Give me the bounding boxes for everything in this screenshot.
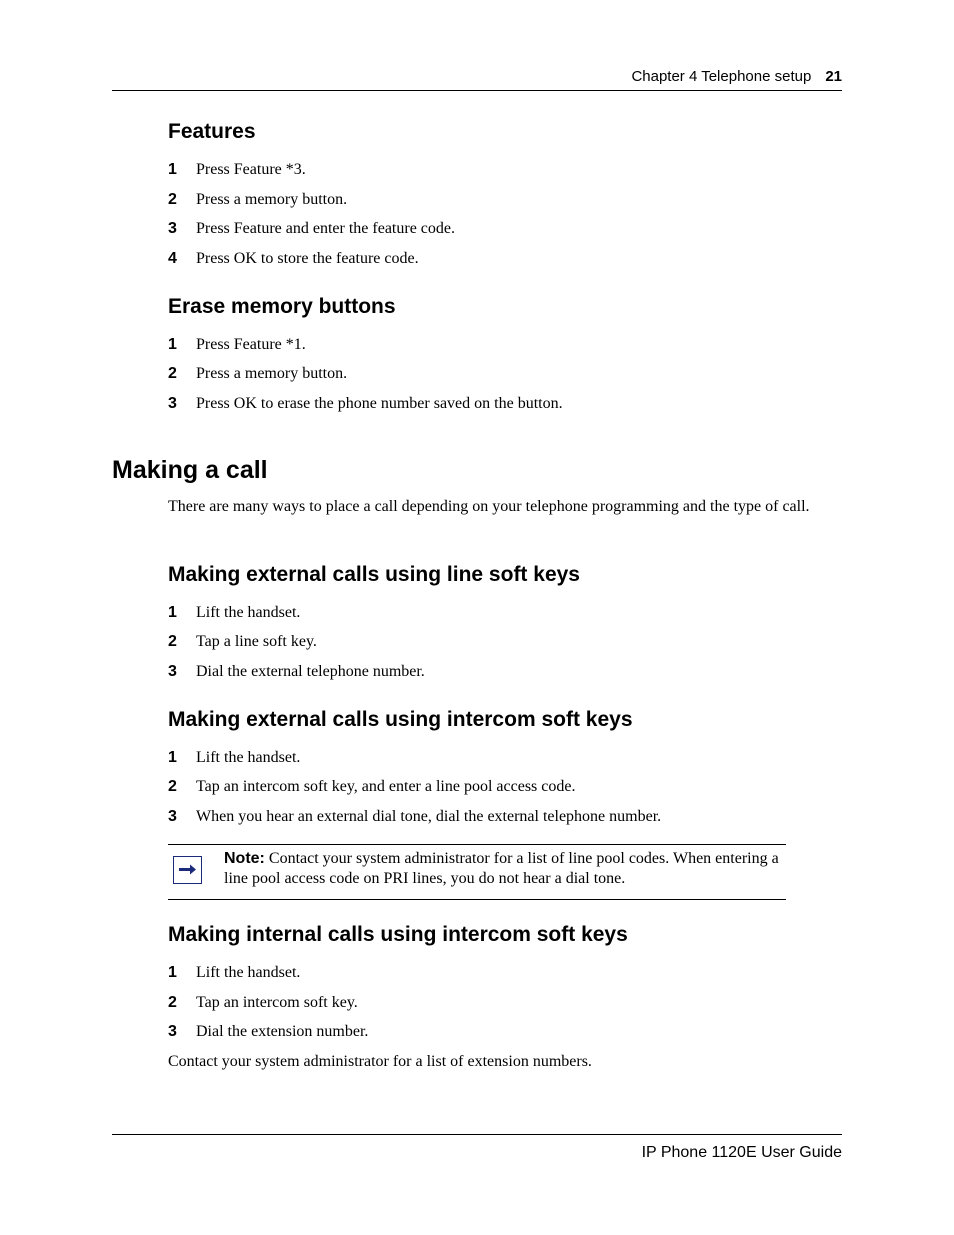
step-text: Tap an intercom soft key, and enter a line pool access code.	[196, 778, 576, 795]
step-number: 4	[168, 250, 177, 267]
note-bottom-rule	[168, 899, 786, 900]
chapter-section-title: Making a call	[112, 456, 268, 484]
chapter-title: Chapter 4 Telephone setup	[631, 68, 812, 85]
step-text: Lift the handset.	[196, 964, 301, 981]
step-text: Tap a line soft key.	[196, 633, 317, 650]
step-number: 3	[168, 808, 177, 825]
section-title-external-line: Making external calls using line soft keys	[168, 563, 580, 586]
step-text: Dial the external telephone number.	[196, 663, 425, 680]
step-number: 2	[168, 365, 177, 382]
note-top-rule	[168, 844, 786, 845]
step-text: Press Feature *3.	[196, 161, 306, 178]
section-title-external-intercom: Making external calls using intercom soft keys	[168, 708, 633, 731]
section-title-erase: Erase memory buttons	[168, 295, 396, 318]
footer-guide-title: IP Phone 1120E User Guide	[641, 1144, 842, 1161]
closing-paragraph: Contact your system administrator for a list of extension numbers.	[168, 1053, 592, 1070]
step-number: 3	[168, 1023, 177, 1040]
step-text: Press a memory button.	[196, 365, 348, 382]
footer-rule	[112, 1134, 842, 1135]
intro-paragraph: There are many ways to place a call depending on your telephone programming and the type of call.	[168, 498, 810, 515]
page-number: 21	[825, 68, 842, 85]
step-number: 3	[168, 663, 177, 680]
note-label: Note:	[224, 850, 265, 867]
step-text: Dial the extension number.	[196, 1023, 369, 1040]
step-number: 2	[168, 994, 177, 1011]
step-number: 1	[168, 964, 177, 981]
note-text	[224, 849, 784, 889]
step-text: Press OK to store the feature code.	[196, 250, 419, 267]
header-rule	[112, 90, 842, 91]
page-header	[631, 68, 842, 85]
step-number: 1	[168, 604, 177, 621]
step-text: When you hear an external dial tone, dial the external telephone number.	[196, 808, 662, 825]
step-number: 2	[168, 633, 177, 650]
step-text: Lift the handset.	[196, 604, 301, 621]
step-text: Press OK to erase the phone number saved on the button.	[196, 395, 563, 412]
step-number: 2	[168, 191, 177, 208]
step-number: 2	[168, 778, 177, 795]
section-title-internal-intercom: Making internal calls using intercom soft keys	[168, 923, 628, 946]
step-number: 3	[168, 220, 177, 237]
section-title-features: Features	[168, 120, 256, 143]
step-text: Lift the handset.	[196, 749, 301, 766]
step-text: Press Feature *1.	[196, 336, 306, 353]
step-number: 1	[168, 336, 177, 353]
step-text: Press Feature and enter the feature code.	[196, 220, 455, 237]
step-number: 1	[168, 749, 177, 766]
step-number: 3	[168, 395, 177, 412]
note-body: Contact your system administrator for a list of line pool codes. When entering a line pool access code on PRI lines, you do not hear a dial tone.	[224, 850, 779, 887]
step-text: Press a memory button.	[196, 191, 348, 208]
step-text: Tap an intercom soft key.	[196, 994, 358, 1011]
step-number: 1	[168, 161, 177, 178]
arrow-right-icon	[173, 856, 202, 884]
